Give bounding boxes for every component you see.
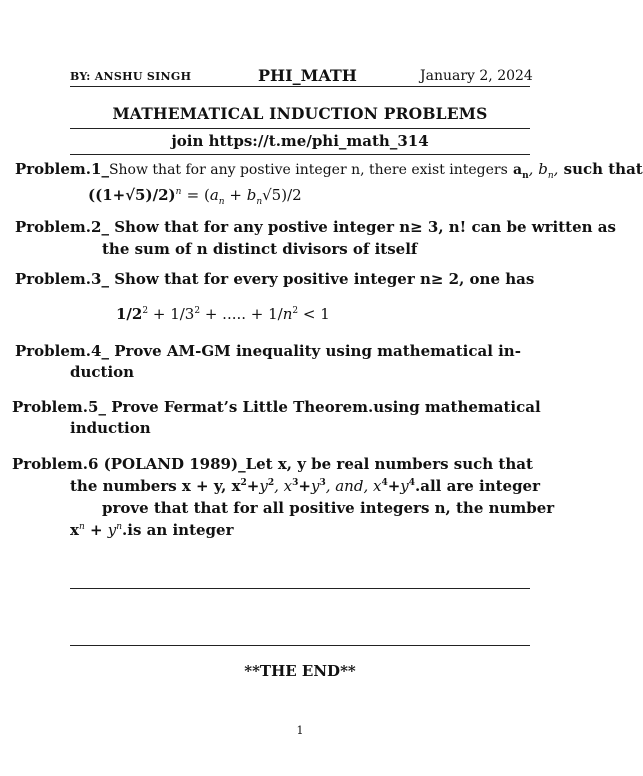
footer-rule-2 (70, 645, 530, 646)
problem-1-formula: $((1+√5)/2)^n = (a_n + b_n√5)/2$ (88, 186, 302, 207)
problem-2-line1: Show that for any postive integer n≥ 3, n! can be written as (114, 218, 616, 236)
join-link[interactable]: join https://t.me/phi_math_314 (171, 132, 429, 150)
problem-3-line1: Show that for every positive integer n≥ 2, one has (114, 270, 535, 288)
date-label: January 2, 2024 (420, 68, 533, 84)
problem-1-label: Problem.1_ (15, 160, 109, 178)
brand-title: PHI_MATH (258, 66, 357, 85)
author-label: BY: ANSHU SINGH (70, 70, 192, 83)
header-rule (70, 86, 530, 87)
problem-3-label: Problem.3_ (15, 270, 109, 288)
problem-4-label: Problem.4_ (15, 342, 109, 360)
problem-4-line2: duction (70, 363, 135, 381)
problem-3 (15, 270, 534, 288)
problem-6-line2: the numbers x + y, $x^2+y^2$, $x^3+y^3$, and, $x^4+y^4.all$ are integer (70, 477, 541, 495)
problem-5-line1: Prove Fermat’s Little Theorem.using mathematical (111, 398, 541, 416)
problem-3-formula: $1/2^2 + 1/3^2$ + ..... + $1/n^2 < 1$ (116, 305, 330, 323)
problem-2 (15, 218, 616, 236)
problem-2-line2: the sum of n distinct divisors of itself (102, 240, 418, 258)
problem-6-line1: Let x, y be real numbers such that (245, 455, 533, 473)
problem-1-text: Show that for any postive integer n, there exist integers (108, 162, 508, 178)
title-rule (70, 128, 530, 129)
problem-6-line3: prove that that for all positive integers n, the number (102, 499, 555, 517)
footer-rule-1 (70, 588, 530, 589)
problem-4 (15, 342, 521, 360)
problem-6-label: Problem.6 (POLAND 1989)_ (12, 455, 246, 473)
page-number: 1 (296, 724, 304, 737)
problem-4-line1: Prove AM-GM inequality using mathematical in- (114, 342, 521, 360)
problem-2-label: Problem.2_ (15, 218, 109, 236)
problem-6 (12, 455, 533, 473)
problem-1: Problem.1_Show that for any postive integer n, there exist integers $a_n$, $b_n$, such that (15, 160, 643, 181)
page-title: MATHEMATICAL INDUCTION PROBLEMS (112, 104, 488, 123)
problem-6-line4: $x^n + y^n.is$ an integer (70, 521, 234, 539)
end-text: **THE END** (244, 662, 356, 680)
join-rule (70, 154, 530, 155)
problem-5-label: Problem.5_ (12, 398, 106, 416)
problem-5 (12, 398, 541, 416)
problem-1-tail: such that (563, 160, 643, 178)
problem-5-line2: induction (70, 419, 151, 437)
